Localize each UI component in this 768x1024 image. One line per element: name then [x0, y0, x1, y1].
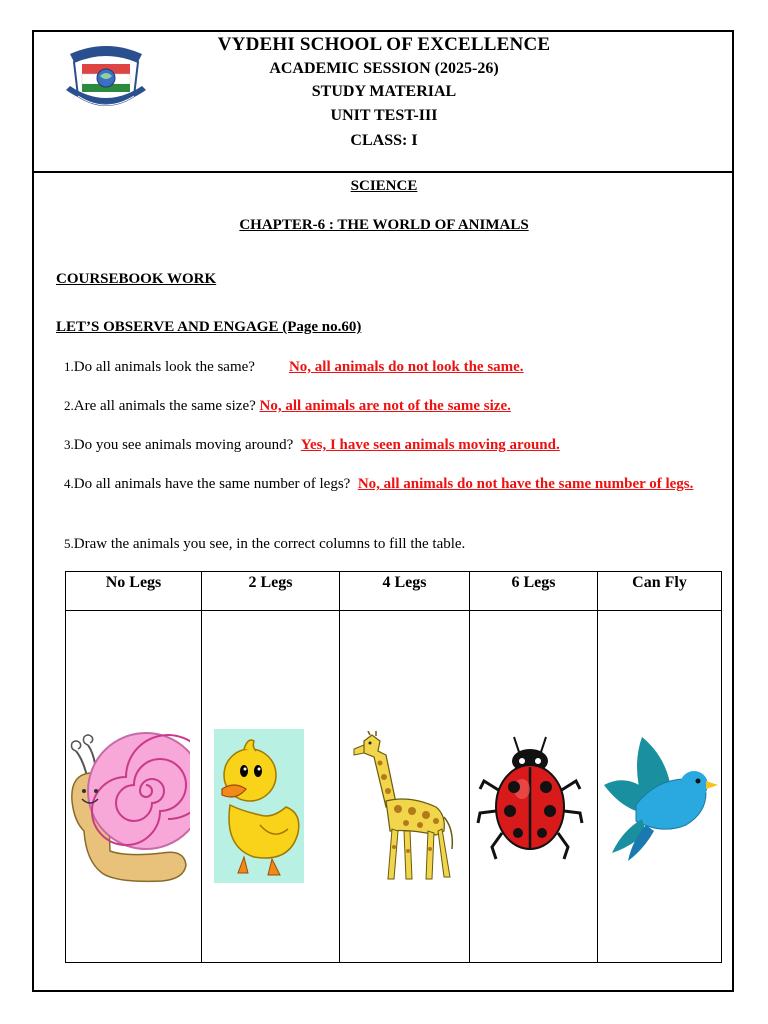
- question-text: Do you see animals moving around?: [73, 437, 294, 453]
- subject-title: SCIENCE: [350, 178, 418, 194]
- section-title: COURSEBOOK WORK: [56, 271, 217, 287]
- study-material-title: STUDY MATERIAL: [311, 83, 457, 100]
- column-header-2-legs: 2 Legs: [202, 572, 340, 611]
- ladybug-image: [474, 735, 586, 865]
- animals-table: [65, 571, 722, 963]
- answer-text: No, all animals are not of the same size.: [259, 398, 511, 414]
- question-3: [64, 435, 704, 455]
- duck-image: [214, 729, 304, 883]
- unit-test-title: UNIT TEST-III: [330, 107, 438, 124]
- question-number: 1.: [64, 359, 74, 374]
- school-name: VYDEHI SCHOOL OF EXCELLENCE: [217, 34, 551, 55]
- question-number: 4.: [64, 476, 74, 491]
- academic-session: ACADEMIC SESSION (2025-26): [269, 60, 499, 77]
- cell-4-legs: [340, 611, 470, 963]
- giraffe-image: [350, 731, 462, 883]
- question-text: Are all animals the same size?: [73, 398, 256, 414]
- answer-text: No, all animals do not look the same.: [288, 359, 524, 375]
- class-label: CLASS: I: [350, 132, 418, 149]
- header-divider: [32, 171, 734, 173]
- cell-no-legs: [66, 611, 202, 963]
- question-4: [64, 474, 704, 494]
- column-header-4-legs: 4 Legs: [340, 572, 470, 611]
- column-header-6-legs: 6 Legs: [470, 572, 598, 611]
- question-number: 3.: [64, 437, 74, 452]
- cell-2-legs: [202, 611, 340, 963]
- question-2: [64, 396, 704, 416]
- question-text: Draw the animals you see, in the correct columns to fill the table.: [73, 536, 466, 552]
- question-text: Do all animals look the same?: [73, 359, 255, 375]
- cell-6-legs: [470, 611, 598, 963]
- question-1: [64, 357, 704, 377]
- column-header-no-legs: No Legs: [66, 572, 202, 611]
- answer-text: No, all animals do not have the same number of legs.: [357, 476, 694, 492]
- snail-image: [66, 711, 190, 891]
- column-header-can-fly: Can Fly: [598, 572, 722, 611]
- cell-can-fly: [598, 611, 722, 963]
- answer-text: Yes, I have seen animals moving around.: [300, 437, 560, 453]
- chapter-title: CHAPTER-6 : THE WORLD OF ANIMALS: [239, 217, 529, 233]
- activity-title: LET’S OBSERVE AND ENGAGE (Page no.60): [56, 319, 362, 335]
- question-number: 2.: [64, 398, 74, 413]
- question-5: [64, 534, 704, 554]
- question-text: Do all animals have the same number of legs?: [73, 476, 351, 492]
- question-number: 5.: [64, 536, 74, 551]
- bird-image: [602, 735, 720, 865]
